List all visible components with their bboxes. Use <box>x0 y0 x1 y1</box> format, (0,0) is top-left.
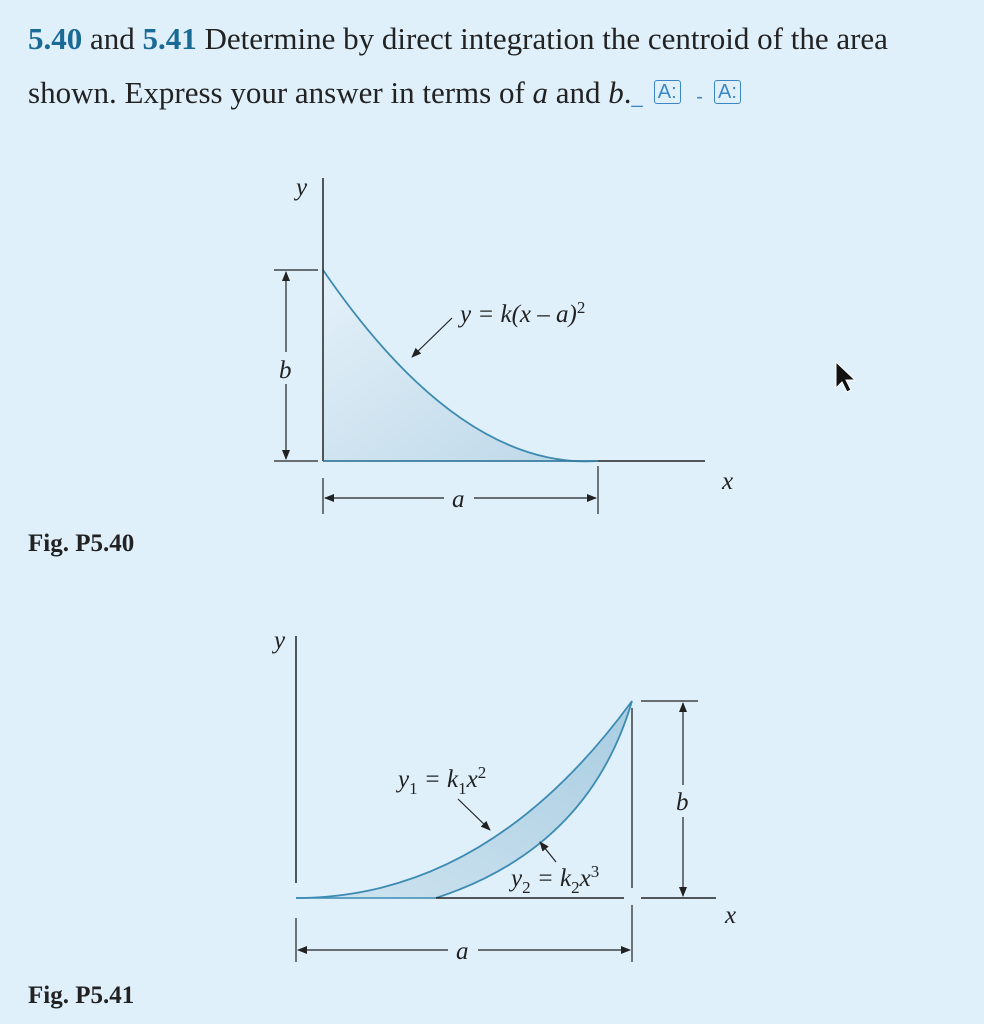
p541-b-label: b <box>676 789 689 816</box>
var-b: b <box>608 75 624 110</box>
p541-eq2-mid: = k <box>530 865 572 892</box>
var-a: a <box>532 75 549 110</box>
p540-x-label: x <box>722 468 734 495</box>
mouse-cursor-icon <box>836 362 855 392</box>
p540-equation-exp: 2 <box>576 298 586 317</box>
answer-input-icon-1[interactable]: A: <box>654 80 681 104</box>
p541-eq1-sub: 1 <box>409 779 418 798</box>
p541-eq1-leader <box>458 799 490 830</box>
fig-label-p540: Fig. P5.40 <box>28 530 135 557</box>
p541-equation-2 <box>508 862 599 897</box>
p541-equation-1 <box>395 763 486 798</box>
p541-eq2-leader <box>540 842 556 862</box>
p541-eq2-sub: 2 <box>522 878 531 897</box>
p541-eq1-y: y <box>398 766 410 793</box>
p541-y-label: y <box>274 627 286 654</box>
p540-a-label: a <box>452 486 465 513</box>
p540-equation <box>457 298 585 328</box>
p541-a-label: a <box>456 938 469 965</box>
p541-eq1-exp: 2 <box>477 763 487 782</box>
problem-text: Determine by direct integration the centroid of the area shown. Express your answer in terms of <box>28 21 888 110</box>
p540-shaded-area <box>323 270 598 461</box>
p541-eq2-exp: 3 <box>590 862 600 881</box>
p541-x-label: x <box>725 902 737 929</box>
p541-eq2-x: x <box>579 865 591 892</box>
p541-eq2-y: y <box>511 865 523 892</box>
problem-and: and <box>82 21 143 56</box>
problem-and-2: and <box>548 75 609 110</box>
problem-number-2: 5.41 <box>142 21 197 56</box>
p540-b-label: b <box>279 357 292 384</box>
p540-equation-leader <box>412 318 452 357</box>
answer-input-icon-2[interactable]: A: <box>714 80 741 104</box>
input-blank-2[interactable]: - <box>696 86 714 108</box>
p541-eq2-ksub: 2 <box>571 878 580 897</box>
p540-equation-main: y = k(x – a) <box>460 301 577 328</box>
figure-p541 <box>271 627 736 965</box>
input-blank-1[interactable]: _ <box>631 86 654 108</box>
fig-label-p541: Fig. P5.41 <box>28 982 135 1009</box>
problem-period: . <box>623 75 632 110</box>
p541-eq1-mid: = k <box>417 766 459 793</box>
p541-eq1-ksub: 1 <box>458 779 467 798</box>
p541-eq1-x: x <box>466 766 478 793</box>
problem-number-1: 5.40 <box>28 21 83 56</box>
figure-p540 <box>274 174 733 514</box>
p540-y-label: y <box>296 174 308 201</box>
